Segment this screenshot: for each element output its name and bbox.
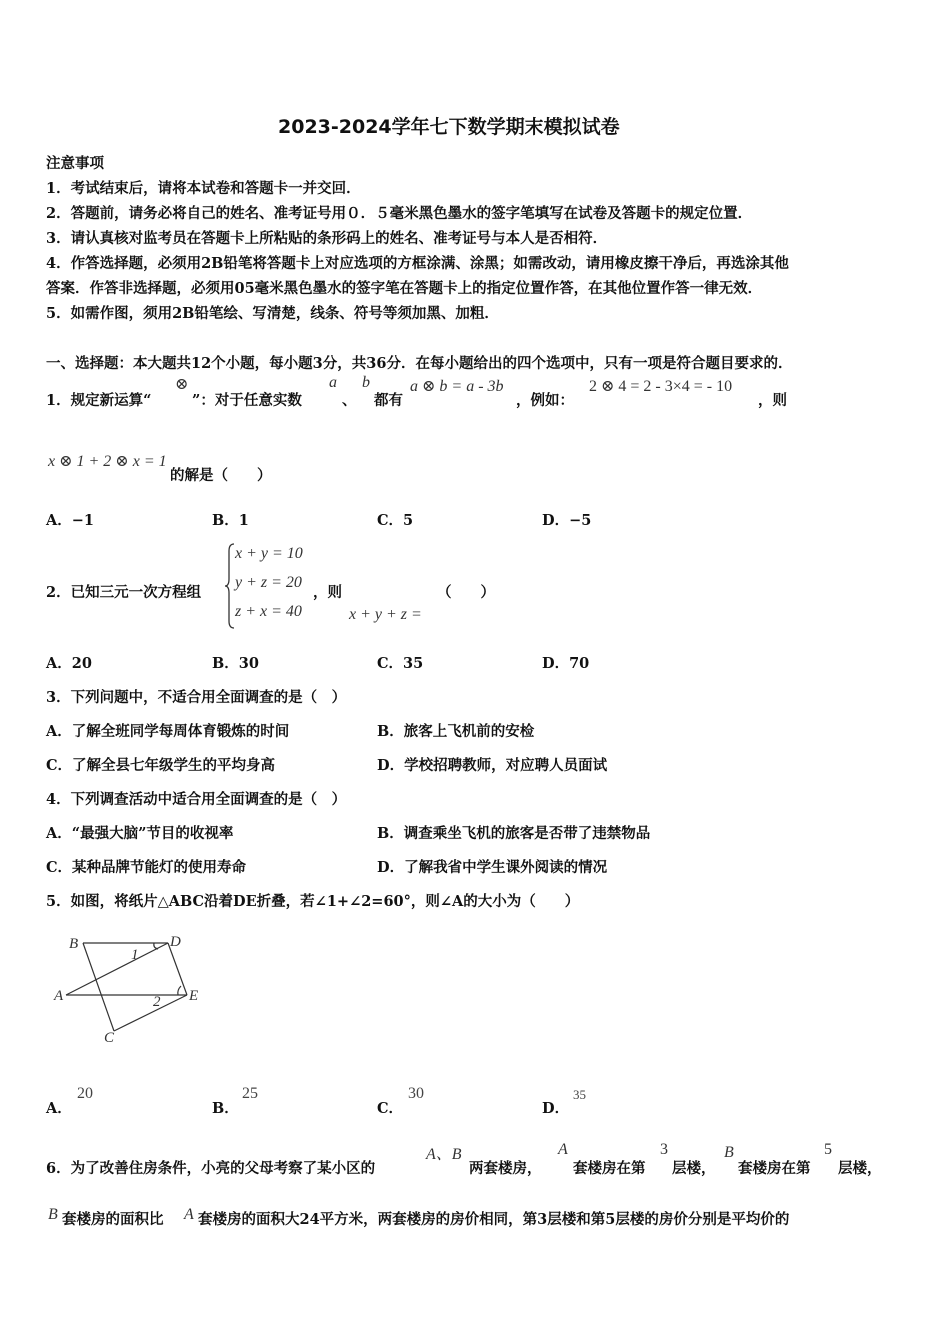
- q1-example-formula: 2 ⊗ 4 = 2 - 3×4 = - 10: [589, 378, 733, 395]
- q6-text: 套楼房在第: [573, 1160, 646, 1177]
- q6-floor-3: 3: [660, 1141, 668, 1158]
- q4-option-a[interactable]: A．“最强大脑”节目的收视率: [46, 825, 234, 842]
- section-heading: 一、选择题：本大题共12个小题，每小题3分，共36分．在每小题给出的四个选项中，只有一项是符合题目要求的．: [46, 355, 793, 372]
- q2-option-a[interactable]: A．20: [46, 655, 92, 672]
- q2-text: （ ）: [437, 584, 495, 601]
- q6-text: 套楼房在第: [738, 1160, 811, 1177]
- q1-text: 、: [342, 392, 357, 409]
- q2-option-d[interactable]: D．70: [542, 655, 590, 672]
- q2-text: ，则: [313, 584, 342, 601]
- q4-option-c[interactable]: C．某种品牌节能灯的使用寿命: [46, 859, 247, 876]
- notice-item: 3．请认真核对监考员在答题卡上所粘贴的条形码上的姓名、准考证号与本人是否相符．: [46, 230, 608, 247]
- notice-item: 1．考试结束后，请将本试卷和答题卡一并交回．: [46, 180, 361, 197]
- q2-equation-3: z + x = 40: [235, 603, 302, 620]
- notice-item: 答案．作答非选择题，必须用05毫米黑色墨水的签字笔在答题卡上的指定位置作答，在其他位置作答一律无效．: [46, 280, 763, 297]
- q2-equation-1: x + y = 10: [235, 545, 303, 562]
- label-b: B: [69, 936, 79, 952]
- q4-stem: 4．下列调查活动中适合用全面调查的是（ ）: [46, 791, 347, 808]
- q6-floor-5: 5: [824, 1141, 832, 1158]
- q3-option-c[interactable]: C．了解全县七年级学生的平均身高: [46, 757, 276, 774]
- q5-option-c-value: 30: [408, 1085, 424, 1102]
- q4-option-b[interactable]: B．调查乘坐飞机的旅客是否带了违禁物品: [377, 825, 651, 842]
- label-d: D: [170, 934, 181, 950]
- q6-text: 6．为了改善住房条件，小亮的父母考察了某小区的: [46, 1160, 376, 1177]
- otimes-symbol: ⊗: [175, 376, 189, 393]
- notice-item: 4．作答选择题，必须用2B铅笔将答题卡上对应选项的方框涂满、涂黑；如需改动，请用橡皮擦干净后，再选涂其他: [46, 255, 789, 272]
- q2-equation-2: y + z = 20: [235, 574, 302, 591]
- q2-option-b[interactable]: B．30: [212, 655, 259, 672]
- q5-stem: 5．如图，将纸片△ABC沿着DE折叠，若∠1+∠2=60°，则∠A的大小为（ ）: [46, 893, 580, 910]
- q5-option-b-letter[interactable]: B．: [212, 1100, 239, 1117]
- q5-option-d-letter[interactable]: D．: [542, 1100, 570, 1117]
- q6-text: 套楼房的面积比: [62, 1211, 164, 1228]
- q5-option-b-value: 25: [242, 1085, 258, 1102]
- q1-option-a[interactable]: A．−1: [46, 512, 94, 529]
- q2-text: 2．已知三元一次方程组: [46, 584, 202, 601]
- q2-expression: x + y + z =: [349, 606, 422, 623]
- notice-item: 2．答题前，请务必将自己的姓名、准考证号用０．５毫米黑色墨水的签字笔填写在试卷及答题卡的规定位置．: [46, 205, 753, 222]
- angle-1-label: 1: [131, 947, 139, 963]
- q5-option-a-value: 20: [77, 1085, 93, 1102]
- q3-option-d[interactable]: D．学校招聘教师，对应聘人员面试: [377, 757, 608, 774]
- q6-var-b: B: [724, 1144, 734, 1161]
- q6-var-b: B: [48, 1206, 58, 1223]
- label-a: A: [54, 988, 64, 1004]
- q1-rule-formula: a ⊗ b = a - 3b: [410, 378, 504, 395]
- q6-text: 层楼，: [838, 1160, 882, 1177]
- label-c: C: [104, 1030, 115, 1046]
- q6-text: 套楼房的面积大24平方米，两套楼房的房价相同，第3层楼和第5层楼的房价分别是平均价的: [198, 1211, 790, 1228]
- q1-option-b[interactable]: B．1: [212, 512, 249, 529]
- q1-option-d[interactable]: D．−5: [542, 512, 592, 529]
- q6-text: 两套楼房，: [469, 1160, 542, 1177]
- q1-text: ”：对于任意实数: [192, 392, 302, 409]
- q1-text: 都有: [374, 392, 403, 409]
- fold-triangle-figure: [50, 928, 210, 1048]
- q6-var-a: A: [184, 1206, 194, 1223]
- notice-heading: 注意事项: [46, 155, 104, 172]
- q3-option-a[interactable]: A．了解全班同学每周体育锻炼的时间: [46, 723, 290, 740]
- q6-var-ab: A、B: [426, 1146, 462, 1163]
- q5-option-d-value: 35: [573, 1087, 586, 1102]
- q1-option-c[interactable]: C．5: [377, 512, 414, 529]
- label-e: E: [189, 988, 199, 1004]
- q1-text: ，则: [758, 392, 787, 409]
- q5-option-c-letter[interactable]: C．: [377, 1100, 404, 1117]
- q6-var-a: A: [558, 1141, 568, 1158]
- notice-item: 5．如需作图，须用2B铅笔绘、写清楚，线条、符号等须加黑、加粗．: [46, 305, 499, 322]
- q3-stem: 3．下列问题中，不适合用全面调查的是（ ）: [46, 689, 347, 706]
- q3-option-b[interactable]: B．旅客上飞机前的安检: [377, 723, 535, 740]
- q1-text: 1．规定新运算“: [46, 392, 152, 409]
- q2-option-c[interactable]: C．35: [377, 655, 424, 672]
- page-title: 2023-2024学年七下数学期末模拟试卷: [278, 116, 620, 138]
- q1-var-a: a: [329, 374, 337, 391]
- q4-option-d[interactable]: D．了解我省中学生课外阅读的情况: [377, 859, 608, 876]
- q1-text: 的解是（ ）: [170, 467, 272, 484]
- angle-2-label: 2: [153, 994, 161, 1010]
- q1-equation: x ⊗ 1 + 2 ⊗ x = 1: [48, 453, 167, 470]
- q6-text: 层楼，: [672, 1160, 716, 1177]
- q1-var-b: b: [362, 374, 370, 391]
- q5-option-a-letter[interactable]: A．: [46, 1100, 72, 1117]
- q1-text: ，例如：: [516, 392, 574, 409]
